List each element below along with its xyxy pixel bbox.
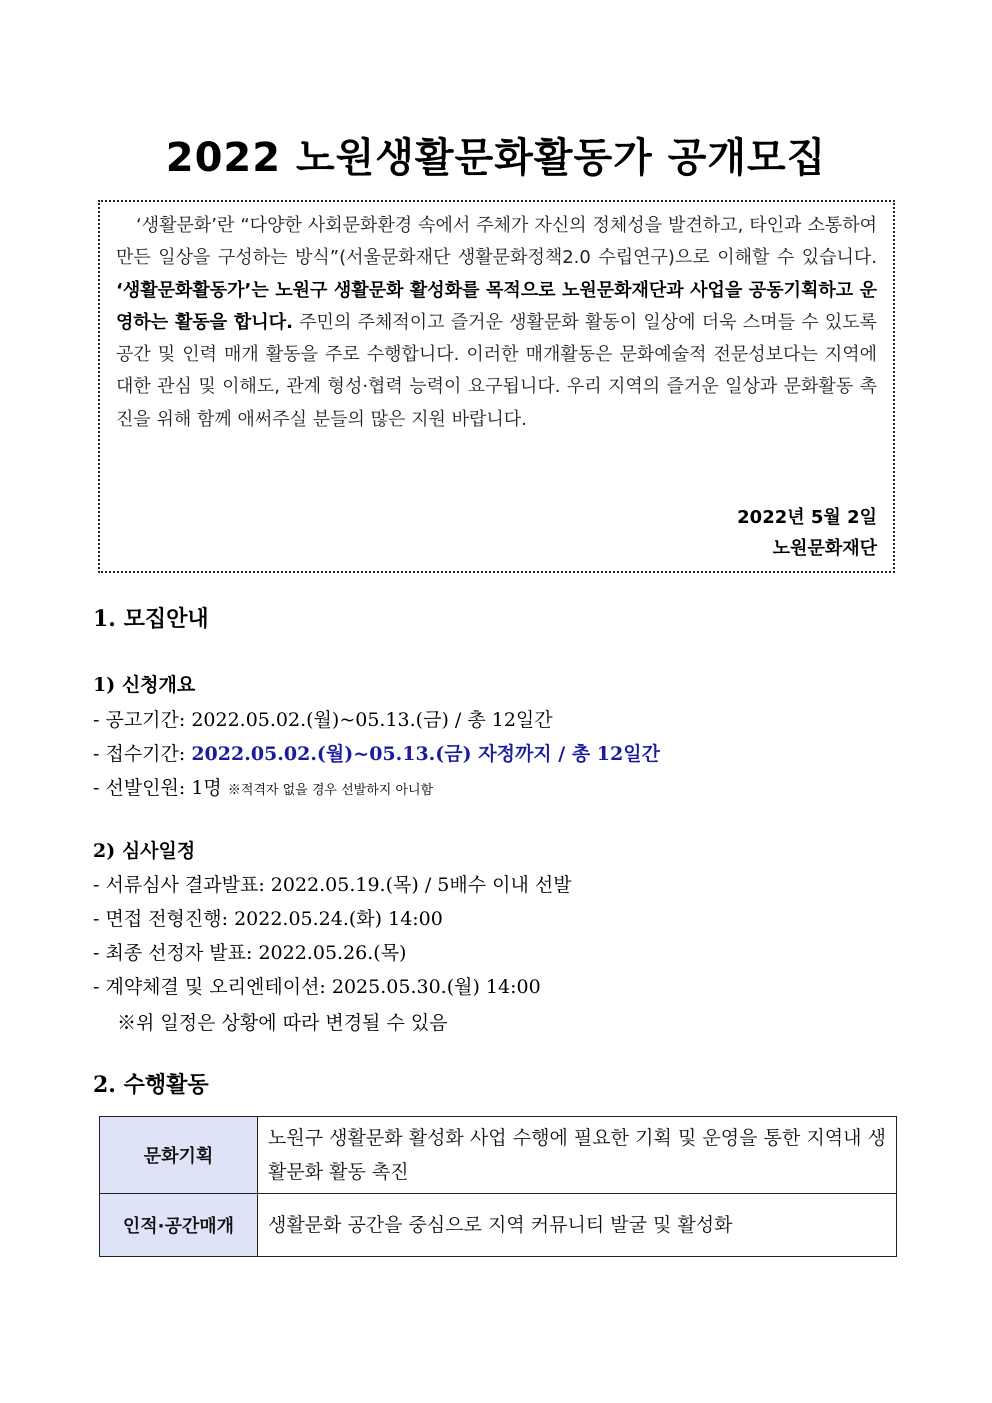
- page-title: 2022 노원생활문화활동가 공개모집: [165, 135, 827, 181]
- schedule-note: ※위 일정은 상황에 따라 변경될 수 있음: [117, 1012, 448, 1034]
- selection-count: [93, 773, 433, 800]
- intro-signature: [737, 502, 877, 564]
- sub1-heading: 1) 신청개요: [93, 674, 196, 696]
- application-period: [93, 739, 660, 766]
- activities-table: [99, 1116, 897, 1257]
- notice-period: - 공고기간: 2022.05.02.(월)~05.13.(금) / 총 12일간: [93, 709, 553, 731]
- schedule-item-2: - 면접 전형진행: 2022.05.24.(화) 14:00: [93, 908, 443, 930]
- sub2-heading: 2) 심사일정: [93, 840, 196, 862]
- application-period-label: - 접수기간:: [93, 743, 192, 765]
- application-period-value: 2022.05.02.(월)~05.13.(금) 자정까지 / 총 12일간: [191, 743, 660, 765]
- selection-count-label: - 선발인원: 1명: [93, 777, 228, 799]
- intro-org: 노원문화재단: [772, 538, 877, 559]
- selection-count-note: ※적격자 없을 경우 선발하지 아니함: [227, 783, 434, 798]
- intro-paragraph: [116, 210, 877, 436]
- activity-category: 문화기획: [100, 1117, 258, 1194]
- activity-description: 생활문화 공간을 중심으로 지역 커뮤니티 발굴 및 활성화: [258, 1194, 897, 1257]
- schedule-item-3: - 최종 선정자 발표: 2022.05.26.(목): [93, 942, 407, 964]
- table-row: [100, 1117, 897, 1194]
- table-row: [100, 1194, 897, 1257]
- section2-heading: 2. 수행활동: [93, 1072, 209, 1098]
- intro-text-part1: ‘생활문화’란 “다양한 사회문화환경 속에서 주체가 자신의 정체성을 발견하고, 타인과 소통하여 만든 일상을 구성하는 방식”(서울문화재단 생활문화정책2.0 수립연구)으로 이해할 수 있습니다.: [116, 215, 877, 269]
- intro-text-part2: 주민의 주체적이고 즐거운 생활문화 활동이 일상에 더욱 스며들 수 있도록 공간 및 인력 매개 활동을 주로 수행합니다. 이러한 매개활동은 문화예술적 전문성보다는 지역에 대한 관심 및 이해도, 관계 형성·협력 능력이 요구됩니다. 우리 지역의 즐거운 일상과 문화활동 촉진을 위해 함께 애써주실 분들의 많은 지원 바랍니다.: [116, 311, 877, 430]
- intro-text-bold: ‘생활문화활동가’는 노원구 생활문화 활성화를 목적으로 노원문화재단과 사업을 공동기획하고 운영하는 활동을 합니다.: [116, 279, 877, 333]
- section1-heading: 1. 모집안내: [93, 606, 209, 632]
- intro-date: 2022년 5월 2일: [737, 507, 877, 528]
- schedule-item-4: - 계약체결 및 오리엔테이션: 2025.05.30.(월) 14:00: [93, 976, 541, 998]
- schedule-item-1: - 서류심사 결과발표: 2022.05.19.(목) / 5배수 이내 선발: [93, 874, 572, 896]
- intro-box: [98, 200, 895, 573]
- activity-description: 노원구 생활문화 활성화 사업 수행에 필요한 기획 및 운영을 통한 지역내 생활문화 활동 촉진: [258, 1117, 897, 1194]
- activity-category: 인적·공간매개: [100, 1194, 258, 1257]
